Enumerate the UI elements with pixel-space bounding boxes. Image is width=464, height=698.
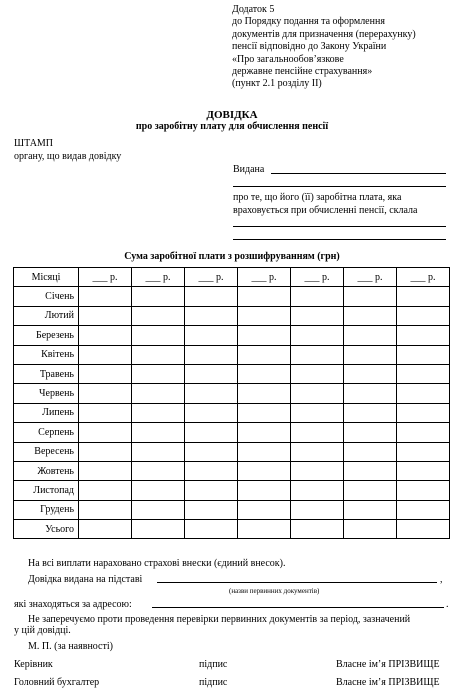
table-row — [14, 306, 450, 325]
amount-cell[interactable] — [291, 306, 344, 325]
issued-label: Видана — [233, 164, 265, 175]
signature-sign: підпис — [199, 677, 228, 688]
amount-cell[interactable] — [291, 461, 344, 480]
amount-cell[interactable] — [185, 306, 238, 325]
amount-cell[interactable] — [238, 364, 291, 383]
amount-cell[interactable] — [185, 442, 238, 461]
amount-cell[interactable] — [344, 442, 397, 461]
amount-cell[interactable] — [291, 384, 344, 403]
amount-cell[interactable] — [344, 345, 397, 364]
signature-name: Власне ім’я ПРІЗВИЩЕ — [336, 677, 440, 688]
amount-cell[interactable] — [344, 500, 397, 519]
amount-cell[interactable] — [291, 520, 344, 539]
amount-cell[interactable] — [397, 520, 450, 539]
amount-cell[interactable] — [238, 442, 291, 461]
signature-sign: підпис — [199, 659, 228, 670]
amount-cell[interactable] — [397, 442, 450, 461]
no-objection-text-2: у цій довідці. — [14, 625, 71, 636]
year-column-header: ___ р. — [397, 268, 450, 287]
amount-cell[interactable] — [291, 364, 344, 383]
document-subtitle: про заробітну плату для обчислення пенсії — [135, 121, 329, 132]
table-row — [14, 384, 450, 403]
amount-cell[interactable] — [132, 520, 185, 539]
amount-cell[interactable] — [397, 326, 450, 345]
issued-amount-line[interactable] — [233, 226, 446, 227]
month-label: Липень — [14, 403, 79, 422]
table-row — [14, 403, 450, 422]
amount-cell[interactable] — [185, 481, 238, 500]
amount-cell[interactable] — [132, 423, 185, 442]
amount-cell[interactable] — [132, 326, 185, 345]
amount-cell[interactable] — [132, 306, 185, 325]
address-field[interactable] — [152, 607, 444, 608]
amount-cell[interactable] — [238, 326, 291, 345]
amount-cell[interactable] — [397, 345, 450, 364]
amount-cell[interactable] — [344, 364, 397, 383]
amount-cell[interactable] — [291, 423, 344, 442]
amount-cell[interactable] — [132, 287, 185, 306]
month-label: Червень — [14, 384, 79, 403]
amount-cell[interactable] — [79, 306, 132, 325]
amount-cell[interactable] — [79, 423, 132, 442]
basis-label: Довідка видана на підставі — [28, 574, 143, 585]
amount-cell[interactable] — [79, 500, 132, 519]
stamp-description: органу, що видав довідку — [14, 151, 122, 162]
amount-cell[interactable] — [397, 364, 450, 383]
amount-cell[interactable] — [397, 461, 450, 480]
basis-field[interactable] — [157, 582, 437, 583]
amount-cell[interactable] — [132, 481, 185, 500]
month-label: Лютий — [14, 306, 79, 325]
issued-text-2: враховується при обчисленні пенсії, склала — [233, 205, 418, 216]
amount-cell[interactable] — [238, 520, 291, 539]
document-title: ДОВІДКА — [206, 109, 258, 121]
amount-cell[interactable] — [185, 403, 238, 422]
amount-cell[interactable] — [132, 500, 185, 519]
appendix-line: державне пенсійне страхування» — [232, 65, 373, 77]
year-column-header: ___ р. — [185, 268, 238, 287]
seal-note: М. П. (за наявності) — [28, 641, 113, 652]
amount-cell[interactable] — [185, 461, 238, 480]
amount-cell[interactable] — [344, 287, 397, 306]
month-label: Січень — [14, 287, 79, 306]
amount-cell[interactable] — [238, 461, 291, 480]
table-row — [14, 520, 450, 539]
amount-cell[interactable] — [291, 481, 344, 500]
appendix-line: (пункт 2.1 розділу II) — [232, 78, 322, 90]
no-objection-text: Не заперечуємо проти проведення перевірки первинних документів за період, зазначений — [28, 614, 411, 625]
table-row — [14, 345, 450, 364]
amount-cell[interactable] — [344, 403, 397, 422]
amount-cell[interactable] — [238, 287, 291, 306]
amount-cell[interactable] — [344, 481, 397, 500]
amount-cell[interactable] — [238, 403, 291, 422]
amount-cell[interactable] — [79, 287, 132, 306]
appendix-note — [232, 4, 416, 91]
month-label: Квітень — [14, 345, 79, 364]
amount-cell[interactable] — [238, 423, 291, 442]
table-row — [14, 461, 450, 480]
amount-cell[interactable] — [291, 403, 344, 422]
amount-cell[interactable] — [397, 423, 450, 442]
amount-cell[interactable] — [344, 384, 397, 403]
amount-cell[interactable] — [185, 500, 238, 519]
amount-cell[interactable] — [344, 520, 397, 539]
amount-cell[interactable] — [344, 423, 397, 442]
month-label: Жовтень — [14, 461, 79, 480]
amount-cell[interactable] — [238, 345, 291, 364]
amount-cell[interactable] — [185, 364, 238, 383]
amount-cell[interactable] — [185, 326, 238, 345]
amount-cell[interactable] — [344, 306, 397, 325]
earnings-table — [13, 267, 450, 539]
contributions-note: На всі виплати нараховано страхові внески (єдиний внесок). — [28, 558, 286, 569]
amount-cell[interactable] — [397, 384, 450, 403]
table-header-row — [14, 268, 450, 287]
amount-cell[interactable] — [185, 384, 238, 403]
month-label: Травень — [14, 364, 79, 383]
amount-cell[interactable] — [185, 520, 238, 539]
table-row — [14, 481, 450, 500]
amount-cell[interactable] — [79, 461, 132, 480]
issued-text-1: про те, що його (її) заробітна плата, яка — [233, 192, 402, 203]
month-label: Листопад — [14, 481, 79, 500]
appendix-line: Додаток 5 — [232, 4, 275, 15]
months-column-header: Місяці — [14, 268, 79, 287]
table-row — [14, 364, 450, 383]
amount-cell[interactable] — [238, 306, 291, 325]
basis-hint: (назви первинних документів) — [229, 587, 320, 595]
year-column-header: ___ р. — [344, 268, 397, 287]
amount-cell[interactable] — [397, 500, 450, 519]
amount-cell[interactable] — [132, 403, 185, 422]
month-label: Вересень — [14, 442, 79, 461]
amount-cell[interactable] — [291, 442, 344, 461]
table-row — [14, 423, 450, 442]
year-column-header: ___ р. — [79, 268, 132, 287]
month-label: Серпень — [14, 423, 79, 442]
amount-cell[interactable] — [291, 326, 344, 345]
amount-cell[interactable] — [397, 481, 450, 500]
amount-cell[interactable] — [79, 345, 132, 364]
amount-cell[interactable] — [79, 384, 132, 403]
amount-cell[interactable] — [291, 345, 344, 364]
address-label: які знаходяться за адресою: — [14, 599, 132, 610]
signature-role: Головний бухгалтер — [14, 677, 100, 688]
amount-cell[interactable] — [185, 345, 238, 364]
appendix-line: до Порядку подання та оформлення — [232, 16, 385, 28]
signature-name: Власне ім’я ПРІЗВИЩЕ — [336, 659, 440, 670]
issued-amount-line-2[interactable] — [233, 239, 446, 240]
amount-cell[interactable] — [238, 384, 291, 403]
table-row — [14, 287, 450, 306]
appendix-line: «Про загальнообов’язкове — [232, 53, 344, 65]
appendix-line: пенсії відповідно до Закону України — [232, 41, 387, 53]
amount-cell[interactable] — [344, 461, 397, 480]
table-row — [14, 500, 450, 519]
amount-cell[interactable] — [397, 306, 450, 325]
appendix-line: документів для призначення (перерахунку) — [232, 28, 416, 40]
amount-cell[interactable] — [79, 520, 132, 539]
amount-cell[interactable] — [291, 500, 344, 519]
amount-cell[interactable] — [132, 384, 185, 403]
amount-cell[interactable] — [79, 364, 132, 383]
amount-cell[interactable] — [79, 326, 132, 345]
issued-name-line[interactable] — [271, 173, 446, 174]
amount-cell[interactable] — [79, 481, 132, 500]
amount-cell[interactable] — [238, 481, 291, 500]
signature-role: Керівник — [14, 659, 53, 670]
month-label: Усього — [14, 520, 79, 539]
table-row — [14, 326, 450, 345]
amount-cell[interactable] — [132, 461, 185, 480]
amount-cell[interactable] — [344, 326, 397, 345]
amount-cell[interactable] — [397, 287, 450, 306]
month-label: Березень — [14, 326, 79, 345]
amount-cell[interactable] — [79, 403, 132, 422]
amount-cell[interactable] — [132, 364, 185, 383]
amount-cell[interactable] — [185, 287, 238, 306]
month-label: Грудень — [14, 500, 79, 519]
year-column-header: ___ р. — [132, 268, 185, 287]
year-column-header: ___ р. — [238, 268, 291, 287]
amount-cell[interactable] — [291, 287, 344, 306]
issued-extra-line[interactable] — [233, 186, 446, 187]
amount-cell[interactable] — [132, 345, 185, 364]
table-title: Сума заробітної плати з розшифруванням (грн) — [124, 251, 340, 262]
stamp-label: ШТАМП — [14, 138, 54, 149]
table-row — [14, 442, 450, 461]
amount-cell[interactable] — [238, 500, 291, 519]
amount-cell[interactable] — [132, 442, 185, 461]
amount-cell[interactable] — [185, 423, 238, 442]
amount-cell[interactable] — [79, 442, 132, 461]
amount-cell[interactable] — [397, 403, 450, 422]
year-column-header: ___ р. — [291, 268, 344, 287]
